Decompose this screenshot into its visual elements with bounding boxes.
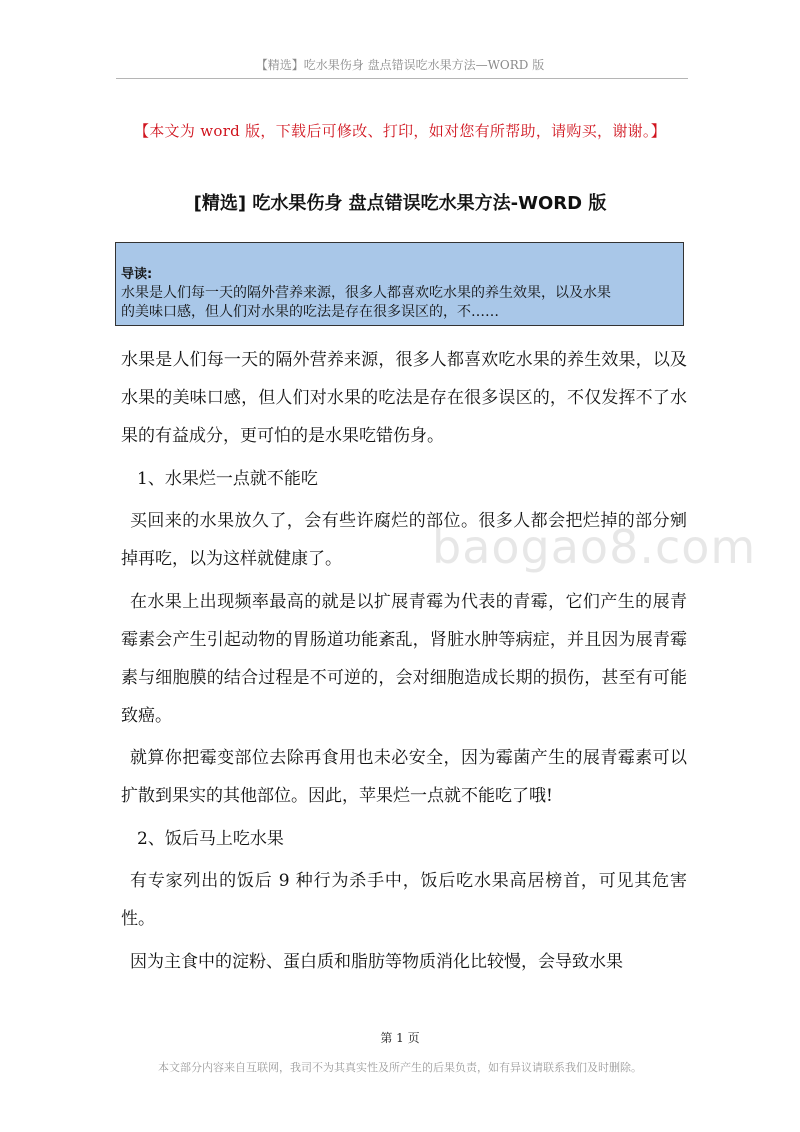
running-header: 【精选】吃水果伤身 盘点错误吃水果方法—WORD 版 — [255, 58, 545, 72]
download-notice: 【本文为 word 版，下载后可修改、打印，如对您有所帮助，请购买，谢谢。】 — [133, 122, 667, 140]
lead-line-1: 水果是人们每一天的隔外营养来源，很多人都喜欢吃水果的养生效果，以及水果 — [121, 285, 611, 301]
paragraph: 就算你把霉变部位去除再食用也未必安全，因为霉菌产生的展青霉素可以扩散到果实的其他部位。因此，苹果烂一点就不能吃了哦! — [121, 748, 687, 806]
header-divider — [116, 78, 688, 79]
document-title: [精选] 吃水果伤身 盘点错误吃水果方法-WORD 版 — [193, 193, 607, 214]
section-heading-1: 1、水果烂一点就不能吃 — [137, 468, 318, 489]
watermark: baogao8.com — [432, 520, 757, 574]
footer-disclaimer: 本文部分内容来自互联网，我司不为其真实性及所产生的后果负责，如有异议请联系我们及时删除。 — [158, 1061, 642, 1074]
page-number: 第 1 页 — [380, 1031, 420, 1045]
paragraph: 有专家列出的饭后 9 种行为杀手中，饭后吃水果高居榜首，可见其危害性。 — [121, 871, 687, 929]
paragraph: 在水果上出现频率最高的就是以扩展青霉为代表的青霉，它们产生的展青霉素会产生引起动物的胃肠道功能紊乱，肾脏水肿等病症，并且因为展青霉素与细胞膜的结合过程是不可逆的，会对细胞造成长期的损伤，甚至有可能致癌。 — [121, 591, 687, 726]
lead-summary-box — [115, 242, 684, 326]
section-heading-2: 2、饭后马上吃水果 — [137, 828, 284, 849]
paragraph-intro: 水果是人们每一天的隔外营养来源，很多人都喜欢吃水果的养生效果，以及水果的美味口感，但人们对水果的吃法是存在很多误区的，不仅发挥不了水果的有益成分，更可怕的是水果吃错伤身。 — [121, 350, 687, 446]
lead-label: 导读: — [121, 267, 153, 282]
article-body — [121, 341, 687, 985]
lead-line-2: 的美味口感，但人们对水果的吃法是存在很多误区的，不…… — [121, 304, 499, 320]
paragraph: 因为主食中的淀粉、蛋白质和脂肪等物质消化比较慢，会导致水果 — [130, 951, 623, 972]
paragraph: 买回来的水果放久了，会有些许腐烂的部位。很多人都会把烂掉的部分剜掉再吃，以为这样就健康了。 — [121, 511, 687, 569]
